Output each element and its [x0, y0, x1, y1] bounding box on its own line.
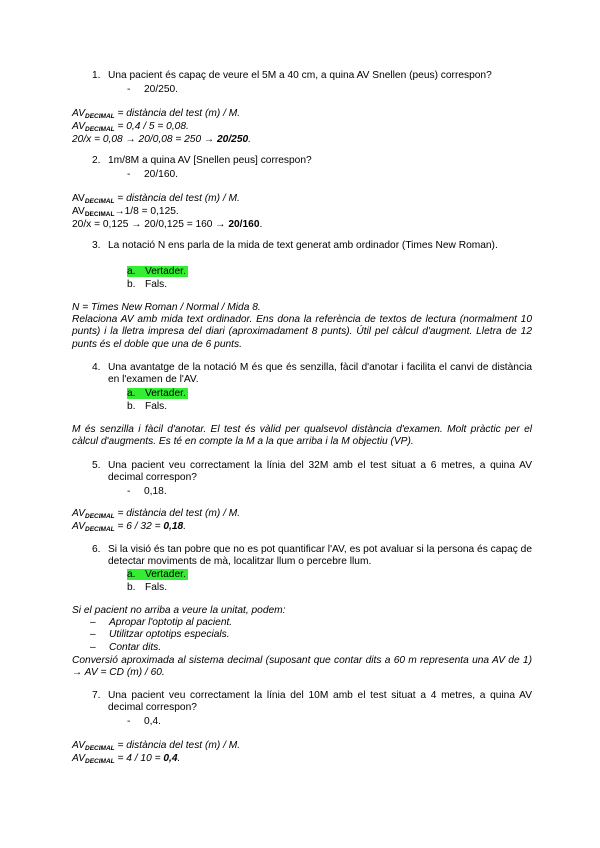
explanation-paragraph: Conversió aproximada al sistema decimal (suposant que contar dits a 60 m representa una AV de 1) → AV = CD (m) / 60.: [72, 655, 532, 679]
formula-line: AVDECIMAL = distància del test (m) / M.: [72, 508, 241, 520]
explanation-6-intro: [72, 605, 532, 617]
option-label: a.: [127, 266, 136, 277]
explanation-line: N = Times New Roman / Normal / Mida 8.: [72, 302, 261, 313]
option-b[interactable]: [127, 401, 167, 413]
answer-dash: -: [127, 169, 131, 180]
answer-text: 20/160.: [144, 169, 178, 180]
answer-text: 0,4.: [144, 716, 161, 727]
formula-line: AVDECIMAL = distància del test (m) / M.: [72, 740, 241, 752]
question-7: [92, 690, 532, 714]
list-item: – Utilitzar optotips especials.: [90, 629, 230, 640]
explanation-2: [72, 193, 532, 232]
question-3: [92, 240, 532, 252]
explanation-4: [72, 424, 532, 448]
explanation-paragraph: Relaciona AV amb mida text ordinador. Ens dona la referència de textos de lectura (normalment 10 punts) i la lletra impresa del diari (aproximadament 8 punts). Útil pel càlcul d'augment. Lletra de 12 punts és el doble que una de 6 punts.: [72, 314, 532, 350]
question-text: La notació N ens parla de la mida de text generat amb ordinador (Times New Roman).: [108, 240, 498, 251]
explanation-6-conversion: [72, 655, 532, 679]
option-a[interactable]: [127, 569, 188, 581]
question-text: Si la visió és tan pobre que no es pot quantificar l'AV, es pot avaluar si la persona és capaç de detectar moviments de mà, localitzar llum o percebre llum.: [108, 544, 532, 568]
question-number: 7.: [92, 690, 101, 701]
option-text: Vertader.: [145, 266, 186, 277]
formula-line: AVDECIMAL = 6 / 32 = 0,18.: [72, 521, 187, 534]
option-label: b.: [127, 401, 136, 412]
question-number: 1.: [92, 70, 101, 81]
question-number: 5.: [92, 460, 101, 471]
option-text: Vertader.: [145, 388, 186, 399]
question-4: [92, 362, 532, 386]
question-text: 1m/8M a quina AV [Snellen peus] correspon?: [108, 155, 312, 166]
formula-line: AVDECIMAL = distància del test (m) / M.: [72, 108, 241, 120]
option-label: b.: [127, 279, 136, 290]
option-label: b.: [127, 582, 136, 593]
answer-5: [127, 486, 167, 498]
answer-2: [127, 169, 178, 181]
answer-1: [127, 84, 178, 96]
option-text: Vertader.: [145, 569, 186, 580]
option-label: a.: [127, 388, 136, 399]
explanation-5: [72, 508, 532, 534]
formula-line: AVDECIMAL = 0,4 / 5 = 0,08.: [72, 121, 189, 134]
formula-line: 20/x = 0,08 → 20/0,08 = 250 → 20/250.: [72, 134, 252, 146]
option-a[interactable]: [127, 388, 188, 400]
answer-dash: -: [127, 716, 131, 727]
question-text: Una pacient és capaç de veure el 5M a 40 cm, a quina AV Snellen (peus) correspon?: [108, 70, 492, 81]
option-label: a.: [127, 569, 136, 580]
list-item: – Contar dits.: [90, 642, 162, 653]
list-item: – Apropar l'optotip al pacient.: [90, 617, 233, 628]
formula-line: AVDECIMAL = distància del test (m) / M.: [72, 193, 240, 205]
question-number: 3.: [92, 240, 101, 251]
formula-line: AVDECIMAL→1/8 = 0,125.: [72, 206, 179, 219]
formula-line: AVDECIMAL = 4 / 10 = 0,4.: [72, 753, 181, 766]
question-6: [92, 544, 532, 568]
explanation-1: [72, 108, 532, 147]
answer-dash: -: [127, 84, 131, 95]
formula-line: 20/x = 0,125 → 20/0,125 = 160 → 20/160.: [72, 219, 263, 231]
answer-text: 0,18.: [144, 486, 167, 497]
explanation-7: [72, 740, 532, 766]
explanation-line: Si el pacient no arriba a veure la unitat, podem:: [72, 605, 286, 616]
option-b[interactable]: [127, 582, 167, 594]
answer-text: 20/250.: [144, 84, 178, 95]
option-text: Fals.: [145, 401, 168, 412]
question-number: 2.: [92, 155, 101, 166]
explanation-3: [72, 302, 532, 351]
option-text: Fals.: [145, 582, 168, 593]
option-b[interactable]: [127, 279, 167, 291]
answer-dash: -: [127, 486, 131, 497]
explanation-paragraph: M és senzilla i fàcil d'anotar. El test és vàlid per qualsevol distància d'examen. Molt pràctic per el càlcul d'augments. Es té en compte la M a la que arriba i la M objectiu (VP).: [72, 424, 532, 448]
question-1: [92, 70, 532, 82]
option-text: Fals.: [145, 279, 168, 290]
question-number: 6.: [92, 544, 101, 555]
question-text: Una pacient veu correctament la línia del 32M amb el test situat a 6 metres, a quina AV decimal correspon?: [108, 460, 532, 484]
question-2: [92, 155, 532, 167]
question-5: [92, 460, 532, 484]
question-number: 4.: [92, 362, 101, 373]
question-text: Una pacient veu correctament la línia del 10M amb el test situat a 4 metres, a quina AV decimal correspon?: [108, 690, 532, 714]
answer-7: [127, 716, 161, 728]
question-text: Una avantatge de la notació M és que és senzilla, fàcil d'anotar i facilita el canvi de distància en l'examen de l'AV.: [108, 362, 532, 386]
option-a[interactable]: [127, 266, 188, 278]
